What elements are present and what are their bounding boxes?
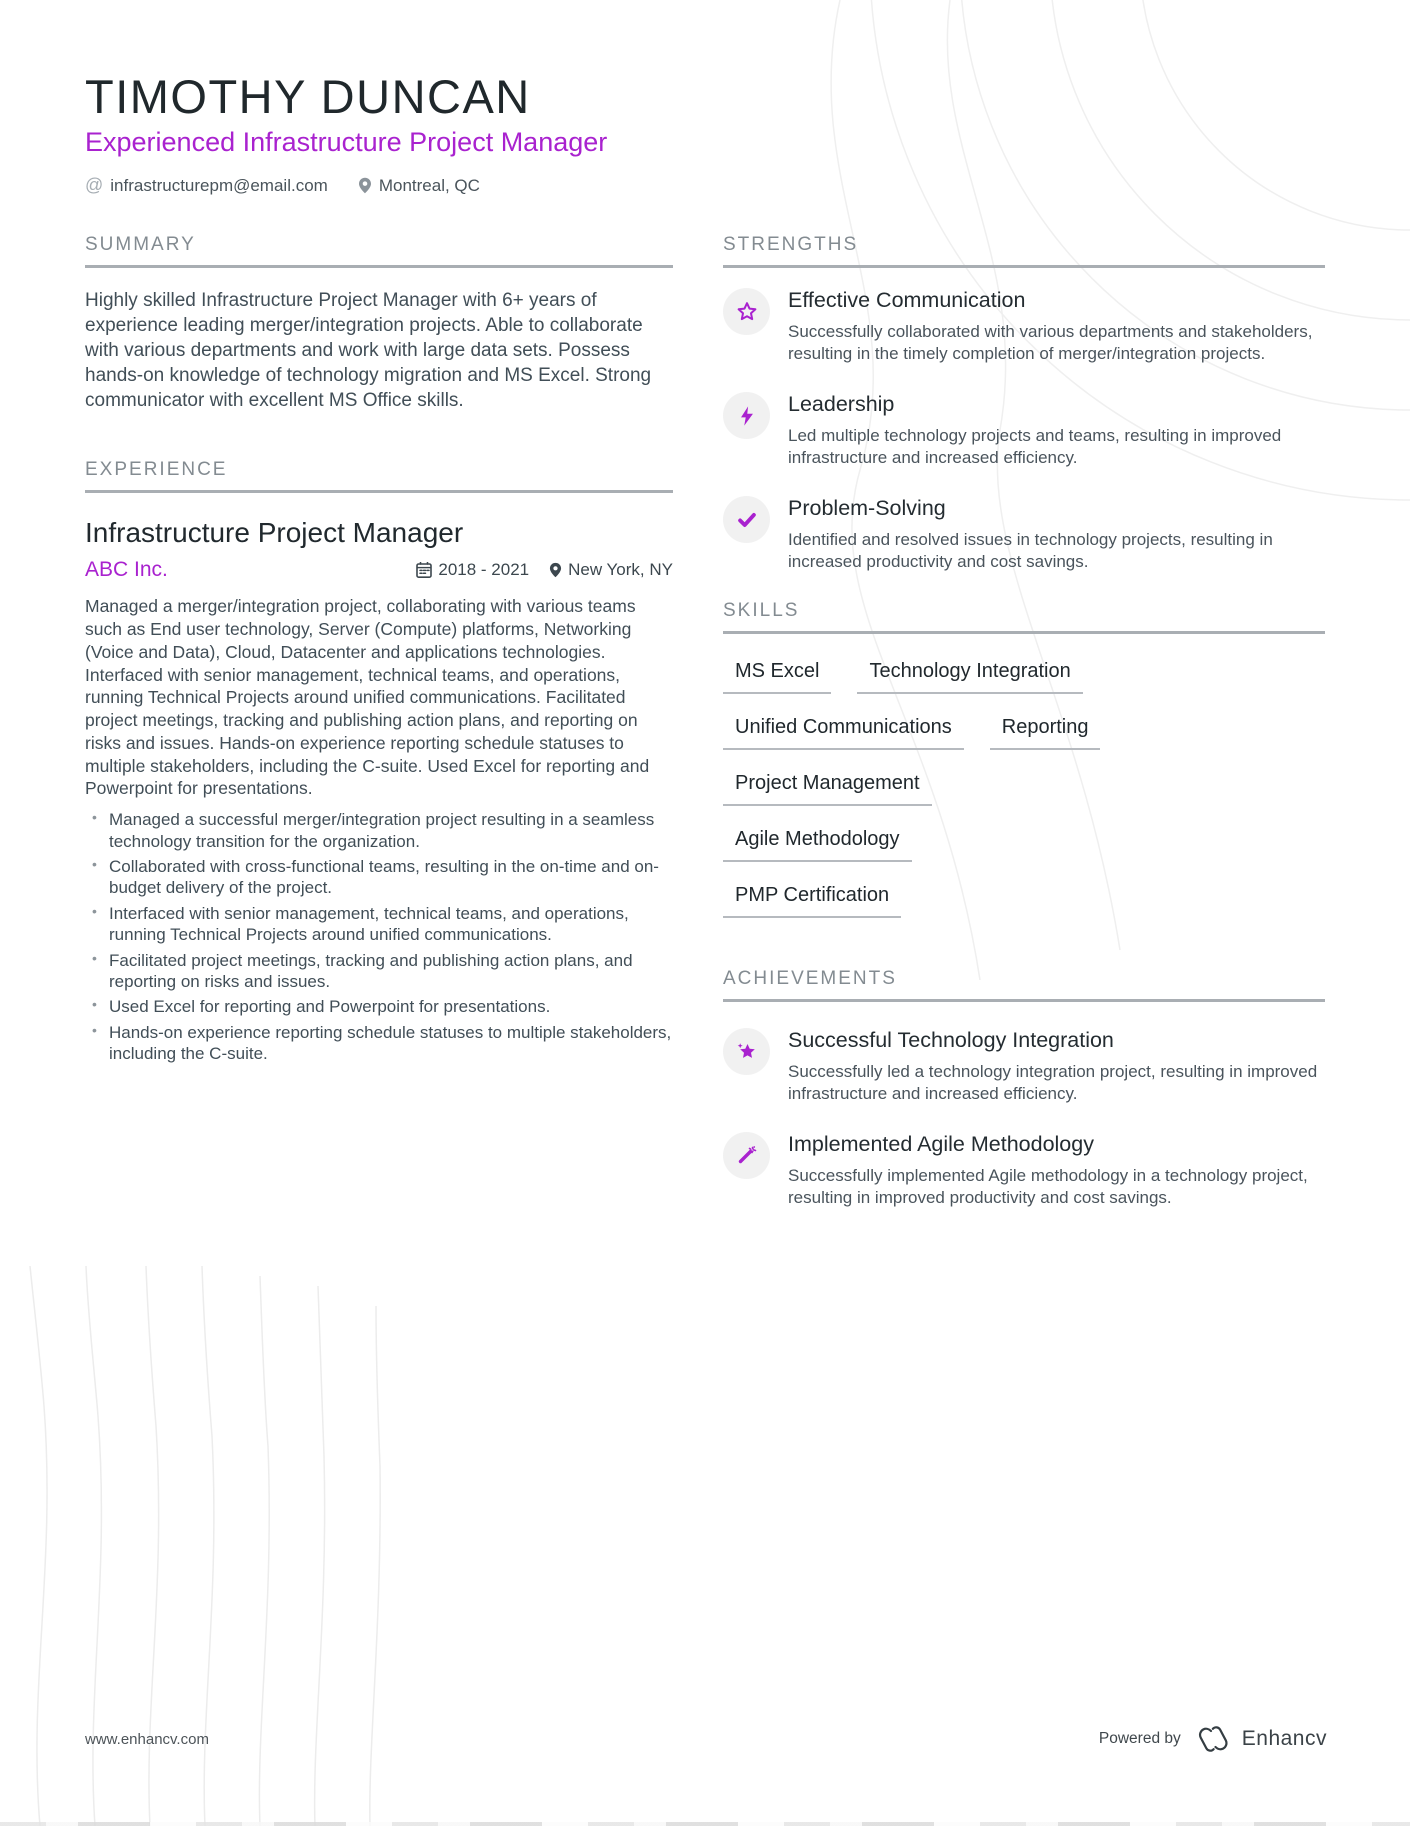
skill-tag: Agile Methodology bbox=[723, 826, 912, 862]
at-sign-icon: @ bbox=[85, 175, 104, 196]
achievement-item bbox=[723, 1028, 1325, 1105]
strength-text: Identified and resolved issues in technology projects, resulting in increased productivity and cost savings. bbox=[788, 529, 1273, 571]
skills-row bbox=[723, 882, 1325, 938]
job-meta-row bbox=[85, 558, 673, 582]
email-contact[interactable] bbox=[85, 175, 328, 196]
job-bullet: • Interfaced with senior management, technical teams, and operations, running Technical Projects around unified communications. bbox=[85, 903, 673, 946]
job-bullet: • Used Excel for reporting and Powerpoint for presentations. bbox=[85, 996, 673, 1017]
person-name: TIMOTHY DUNCAN bbox=[85, 70, 531, 123]
job-dates: 2018 - 2021 bbox=[438, 560, 530, 580]
icon-circle bbox=[723, 288, 770, 335]
achievement-title: Successful Technology Integration bbox=[788, 1028, 1114, 1052]
job-dates-item bbox=[416, 560, 529, 580]
website-link[interactable]: www.enhancv.com bbox=[85, 1730, 209, 1748]
check-icon bbox=[736, 509, 758, 531]
strength-text: Successfully collaborated with various departments and stakeholders, resulting in the timely completion of merger/integration projects. bbox=[788, 321, 1313, 363]
skills-row bbox=[723, 770, 1325, 826]
magic-wand-icon bbox=[735, 1143, 759, 1167]
achievement-item bbox=[723, 1132, 1325, 1209]
job-location-item bbox=[549, 560, 673, 580]
job-bullet-list bbox=[85, 809, 673, 1064]
achievement-text: Successfully implemented Agile methodology in a technology project, resulting in improved productivity and cost savings. bbox=[788, 1165, 1308, 1207]
job-bullet: • Facilitated project meetings, tracking and publishing action plans, and reporting on risks and issues. bbox=[85, 950, 673, 993]
two-column-body bbox=[85, 234, 1325, 1255]
powered-by-label: Powered by bbox=[1098, 1730, 1181, 1747]
next-page-edge bbox=[0, 1822, 1410, 1826]
summary-section bbox=[85, 234, 673, 413]
achievement-title: Implemented Agile Methodology bbox=[788, 1131, 1094, 1156]
icon-circle bbox=[723, 392, 770, 439]
resume-header bbox=[85, 70, 1325, 196]
location-pin-icon bbox=[358, 177, 372, 194]
enhancv-logo-icon bbox=[1194, 1726, 1234, 1752]
job-bullet: • Hands-on experience reporting schedule statuses to multiple stakeholders, including the C-suite. bbox=[85, 1022, 673, 1065]
left-column bbox=[85, 234, 673, 1255]
enhancv-logo[interactable] bbox=[1194, 1726, 1327, 1752]
summary-heading: SUMMARY bbox=[85, 234, 673, 268]
skills-heading: SKILLS bbox=[723, 600, 1325, 634]
icon-circle bbox=[723, 1028, 770, 1075]
achievements-section bbox=[723, 968, 1325, 1209]
job-location: New York, NY bbox=[568, 560, 673, 580]
skills-row bbox=[723, 658, 1325, 714]
strength-body bbox=[788, 392, 1325, 469]
experience-heading: EXPERIENCE bbox=[85, 459, 673, 493]
icon-circle bbox=[723, 1132, 770, 1179]
page-footer bbox=[85, 1726, 1327, 1752]
location-contact bbox=[358, 176, 480, 196]
strength-title: Leadership bbox=[788, 392, 895, 417]
achievements-heading: ACHIEVEMENTS bbox=[723, 968, 1325, 1002]
job-bullet: • Collaborated with cross-functional teams, resulting in the on-time and on-budget delivery of the project. bbox=[85, 856, 673, 899]
strength-title: Problem-Solving bbox=[788, 496, 946, 521]
location-value: Montreal, QC bbox=[378, 175, 480, 195]
star-sparkle-icon bbox=[735, 1040, 759, 1064]
strength-body bbox=[788, 496, 1325, 573]
job-meta bbox=[416, 560, 673, 580]
location-pin-icon bbox=[549, 562, 562, 578]
achievement-text: Successfully led a technology integration project, resulting in improved infrastructure and increased efficiency. bbox=[788, 1061, 1318, 1103]
email-value: infrastructurepm@email.com bbox=[110, 175, 328, 195]
strength-item bbox=[723, 288, 1325, 365]
skills-row bbox=[723, 826, 1325, 882]
strength-item bbox=[723, 392, 1325, 469]
strength-item bbox=[723, 496, 1325, 573]
star-outline-icon bbox=[735, 300, 759, 324]
skill-tag: Unified Communications bbox=[723, 714, 964, 750]
right-column bbox=[723, 234, 1325, 1255]
contact-row bbox=[85, 175, 1325, 196]
strengths-heading: STRENGTHS bbox=[723, 234, 1325, 268]
job-company: ABC Inc. bbox=[85, 558, 168, 582]
icon-circle bbox=[723, 496, 770, 543]
calendar-icon bbox=[416, 562, 432, 578]
job-bullet: • Managed a successful merger/integration project resulting in a seamless technology transition for the organization. bbox=[85, 809, 673, 852]
strength-body bbox=[788, 288, 1325, 365]
strengths-section bbox=[723, 234, 1325, 573]
job-title: Infrastructure Project Manager bbox=[85, 517, 464, 549]
skill-tag: PMP Certification bbox=[723, 882, 901, 918]
achievement-body bbox=[788, 1028, 1325, 1105]
skill-tag: Project Management bbox=[723, 770, 932, 806]
person-headline: Experienced Infrastructure Project Manager bbox=[85, 127, 608, 158]
skills-section bbox=[723, 600, 1325, 938]
achievement-body bbox=[788, 1132, 1325, 1209]
skill-tag: Reporting bbox=[990, 714, 1101, 750]
lightning-icon bbox=[736, 405, 758, 427]
brand-name: Enhancv bbox=[1241, 1727, 1327, 1750]
skill-tag: Technology Integration bbox=[857, 658, 1082, 694]
brand-area bbox=[1099, 1726, 1327, 1752]
skills-row bbox=[723, 714, 1325, 770]
strength-title: Effective Communication bbox=[788, 288, 1026, 313]
skill-tag: MS Excel bbox=[723, 658, 831, 694]
job-description: Managed a merger/integration project, collaborating with various teams such as End user technology, Server (Compute) platforms, Networking (Voice and Data), Cloud, Datacenter and applications technologies. Interfaced with senior management, technical teams, and operations, running Technical Projects around unified communications. Facilitated project meetings, tracking and publishing action plans, and reporting on risks and issues. Hands-on experience reporting schedule statuses to multiple stakeholders, including the C-suite. Used Excel for reporting and Powerpoint for presentations. bbox=[85, 596, 650, 799]
summary-text: Highly skilled Infrastructure Project Manager with 6+ years of experience leading merger/integration projects. Able to collaborate with various departments and work with large data sets. Possess hands-on knowledge of technology migration and MS Excel. Strong communicator with excellent MS Office skills. bbox=[85, 290, 652, 412]
strength-text: Led multiple technology projects and teams, resulting in improved infrastructure and increased efficiency. bbox=[788, 425, 1282, 467]
experience-section bbox=[85, 459, 673, 1064]
